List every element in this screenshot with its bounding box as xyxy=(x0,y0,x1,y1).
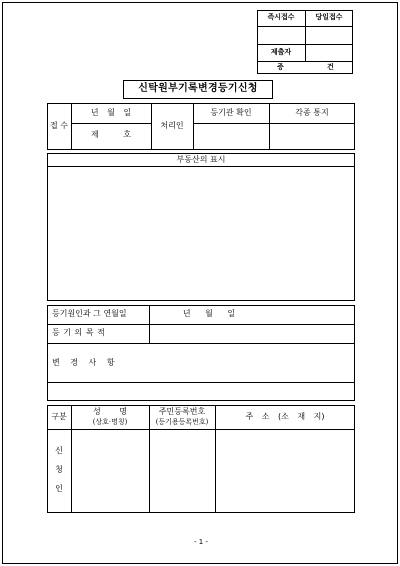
property-section-title: 부동산의 표시 xyxy=(176,155,226,164)
change-label: 변 경 사 항 xyxy=(52,358,117,367)
applicant-char-3: 인 xyxy=(55,484,63,493)
processor-label: 처리인 xyxy=(160,121,184,130)
applicant-char-2: 청 xyxy=(55,465,63,474)
purpose-label: 등 기 의 목 적 xyxy=(52,328,106,337)
name-sublabel: (상호·명칭) xyxy=(92,418,128,426)
applicant-vertical-label xyxy=(47,441,71,498)
applicant-char-1: 신 xyxy=(55,446,63,455)
applicant-address-field[interactable] xyxy=(216,430,354,512)
id-label: 주민등록번호 xyxy=(158,407,206,416)
cause-date[interactable]: 년 월 일 xyxy=(182,309,236,318)
page-number: - 1 - xyxy=(194,538,208,546)
registry-check-label: 등기관 확인 xyxy=(210,108,252,117)
id-sublabel: (등기용등록번호) xyxy=(155,418,209,426)
cause-label: 등기원인과 그 연월일 xyxy=(52,309,127,318)
change-field[interactable] xyxy=(48,383,354,400)
receipt-number-label: 제 호 xyxy=(91,130,131,139)
category-label: 구분 xyxy=(51,412,67,421)
form-page xyxy=(2,2,398,564)
receipt-date-label: 년 월 일 xyxy=(90,108,132,117)
address-label: 주 소 (소 재 지) xyxy=(245,412,325,421)
applicant-id-field[interactable] xyxy=(150,430,214,512)
immediate-receipt-label: 즉시접수 xyxy=(267,13,295,21)
submitter-label: 제출자 xyxy=(270,48,292,56)
property-description-field[interactable] xyxy=(48,167,354,300)
receipt-label: 접 수 xyxy=(50,121,68,130)
notification-label: 각종 통지 xyxy=(295,108,329,117)
name-label: 성 명 xyxy=(93,407,127,416)
same-day-receipt-label: 당일접수 xyxy=(315,13,343,21)
credential-label: 증 xyxy=(277,63,284,71)
applicant-name-field[interactable] xyxy=(72,430,148,512)
purpose-field[interactable] xyxy=(150,325,354,342)
form-title: 신탁원부기록변경등기신청 xyxy=(138,83,258,94)
credential-unit: 건 xyxy=(327,63,334,71)
